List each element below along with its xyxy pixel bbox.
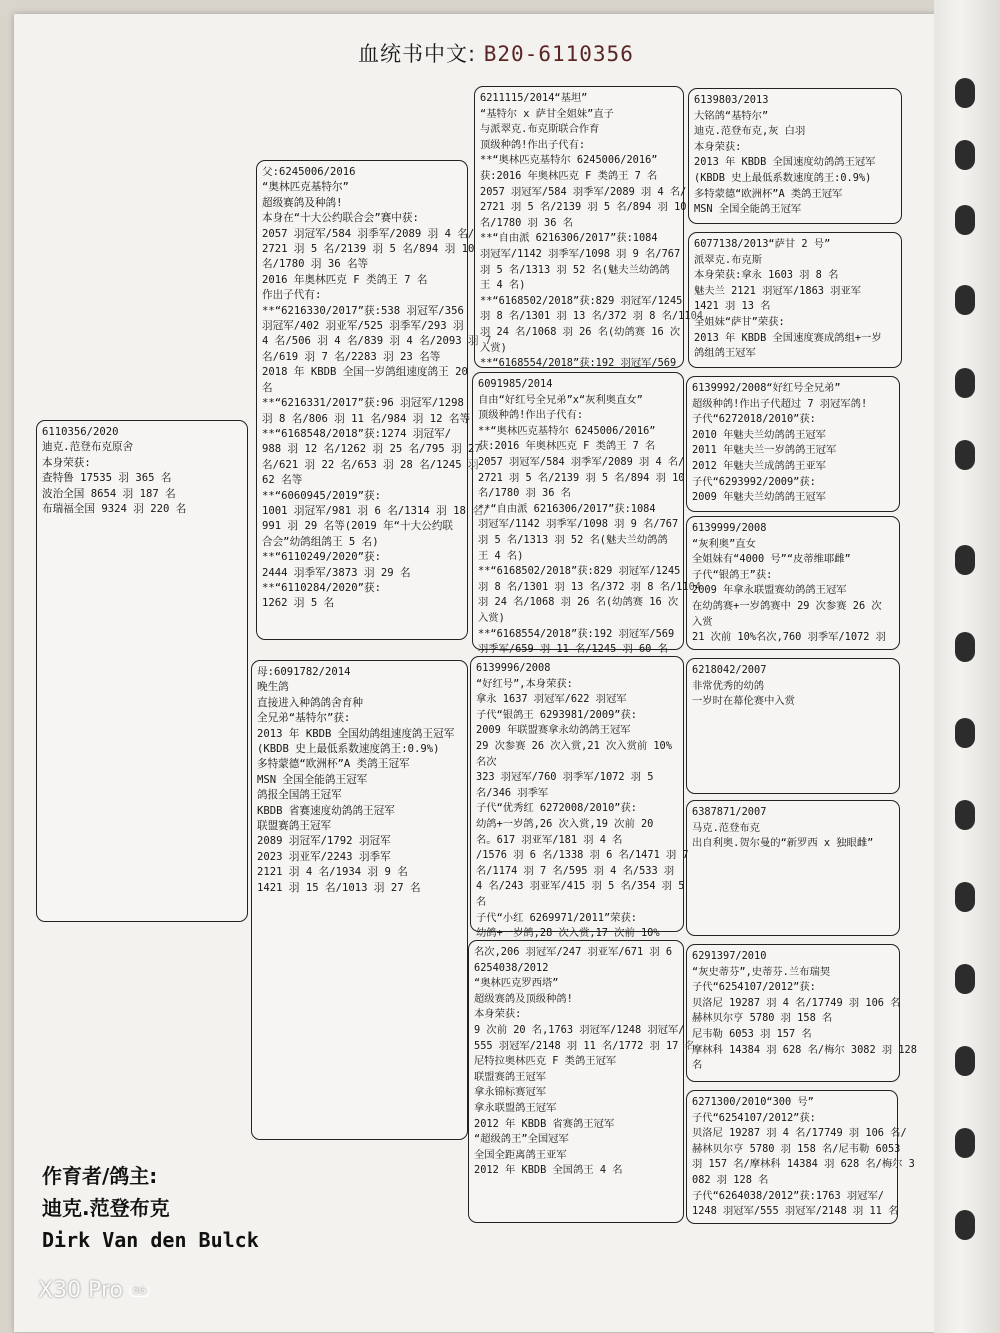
- pedigree-line: 子代“6264038/2012”获:1763 羽冠军/: [692, 1189, 884, 1202]
- pedigree-line: “灰史蒂芬”,史蒂芬.兰布瑞契: [692, 965, 831, 978]
- pedigree-line: 子代“银鸽王”获:: [692, 568, 773, 581]
- pedigree-line: **“6168548/2018”获:1274 羽冠军/: [262, 427, 452, 440]
- pedigree-line: 子代“优秀红 6272008/2010”获:: [476, 802, 637, 815]
- pedigree-line: 鸽报全国鸽王冠军: [257, 789, 342, 802]
- pedigree-line: 本身荣获:: [474, 1008, 522, 1021]
- pedigree-line: 2444 羽季军/3873 羽 29 名: [262, 566, 411, 579]
- pedigree-line: 羽 8 名/806 羽 11 名/984 羽 12 名等: [262, 412, 471, 425]
- pedigree-line: 魅夫兰 2121 羽冠军/1863 羽亚军: [694, 284, 862, 297]
- pedigree-line: 羽冠军/1142 羽季军/1098 羽 9 名/767: [478, 518, 679, 531]
- pedigree-line: 2721 羽 5 名/2139 羽 5 名/894 羽 10: [478, 471, 685, 484]
- pedigree-line: 名次,206 羽冠军/247 羽亚军/671 羽 6: [474, 946, 673, 958]
- pedigree-line: 1421 羽 15 名/1013 羽 27 名: [257, 881, 421, 894]
- pedigree-line: **“6110284/2020”获:: [262, 581, 382, 594]
- pedigree-line: 6387871/2007: [692, 806, 767, 818]
- pedigree-line: 名: [476, 895, 487, 908]
- pedigree-line: 6211115/2014“基坦”: [480, 92, 588, 104]
- pedigree-line: 名/619 羽 7 名/2283 羽 23 名等: [262, 350, 441, 363]
- pedigree-line: 羽冠军/402 羽亚军/525 羽季军/293 羽: [262, 320, 464, 333]
- pedigree-line: 羽 5 名/1313 羽 52 名(魅夫兰幼鸽鸽: [480, 263, 670, 276]
- pedigree-line: 获:2016 年奥林匹克 F 类鸽王 7 名: [480, 169, 658, 182]
- pedigree-line: 6110356/2020: [42, 426, 119, 438]
- pedigree-line: 6139999/2008: [692, 522, 767, 534]
- pedigree-line: 2013 年 KBDB 全国速度赛成鸽组+一岁: [694, 331, 882, 344]
- pedigree-line: 2010 年魅夫兰幼鸽鸽王冠军: [692, 428, 826, 441]
- pedigree-line: 拿永联盟鸽王冠军: [474, 1101, 557, 1114]
- pedigree-line: 名/346 羽季军: [476, 786, 549, 799]
- great-grandsire-mf-box: [686, 658, 900, 794]
- punch-hole: [955, 1210, 975, 1240]
- pedigree-line: 2089 羽冠军/1792 羽冠军: [257, 835, 391, 848]
- pedigree-line: 入赏): [478, 611, 505, 624]
- camera-watermark: [38, 1278, 150, 1303]
- pedigree-line: 迪克.范登布克,灰 白羽: [694, 125, 806, 138]
- pedigree-line: 6077138/2013“萨甘 2 号”: [694, 238, 831, 250]
- pedigree-line: 布瑞福全国 9324 羽 220 名: [42, 503, 187, 516]
- pedigree-line: 2009 年拿永联盟赛幼鸽鸽王冠军: [692, 584, 847, 597]
- pedigree-line: 超级赛鸽及顶级种鸽!: [474, 992, 573, 1005]
- pedigree-line: 摩林科 14384 羽 628 名/梅尔 3082 羽 128: [692, 1043, 917, 1056]
- pedigree-line: 1421 羽 13 名: [694, 300, 771, 313]
- pedigree-line: **“6216331/2017”获:96 羽冠军/1298: [262, 397, 464, 410]
- pedigree-line: 超级种鸽!作出子代超过 7 羽冠军鸽!: [692, 397, 868, 410]
- pedigree-line: 988 羽 12 名/1262 羽 25 名/795 羽 27: [262, 443, 481, 456]
- punch-hole: [955, 440, 975, 470]
- punch-hole: [955, 882, 975, 912]
- punch-hole: [955, 1046, 975, 1076]
- pedigree-line: 名: [692, 1059, 703, 1072]
- pedigree-line: 子代“6254107/2012”获:: [692, 1111, 816, 1124]
- breeder-label: 作育者/鸽主:: [42, 1164, 158, 1188]
- camera-model: X30 Pro: [38, 1278, 123, 1303]
- punch-hole: [955, 632, 975, 662]
- pedigree-line: 1001 羽冠军/981 羽 6 名/1314 羽 18 名/: [262, 504, 490, 517]
- great-granddam-ff-box: [688, 232, 902, 368]
- pedigree-line: “奥林匹克基特尔”: [262, 181, 349, 194]
- pedigree-line: 贝洛尼 19287 羽 4 名/17749 羽 106 名: [692, 996, 901, 1009]
- pedigree-line: 1248 羽冠军/555 羽冠军/2148 羽 11 名: [692, 1205, 899, 1218]
- pedigree-line: **“6216330/2017”获:538 羽冠军/356: [262, 304, 464, 317]
- maternal-grandfather-box: [470, 656, 689, 940]
- pedigree-line: 名/621 羽 22 名/653 羽 28 名/1245 羽: [262, 458, 479, 471]
- pedigree-line: MSN 全国全能鸽王冠军: [694, 203, 802, 216]
- pedigree-line: 作出子代有:: [262, 289, 322, 302]
- pedigree-line: 2009 年联盟赛拿永幼鸽鸽王冠军: [476, 724, 631, 737]
- pedigree-line: **“6110249/2020”获:: [262, 551, 382, 564]
- pedigree-line: 名。617 羽亚军/181 羽 4 名: [476, 833, 623, 846]
- pedigree-line: 赫林贝尔亨 5780 羽 158 名/尼韦勒 6053: [692, 1142, 901, 1155]
- pedigree-line: 尼韦勒 6053 羽 157 名: [692, 1027, 812, 1040]
- pedigree-line: 波治全国 8654 羽 187 名: [42, 487, 176, 500]
- pedigree-line: 拿永锦标赛冠军: [474, 1086, 547, 1099]
- pedigree-line: 名/1780 羽 36 名: [480, 216, 573, 229]
- pedigree-line: 顶级种鸽!作出子代有:: [480, 138, 586, 151]
- pedigree-line: 尼特拉奥林匹克 F 类鸽王冠军: [474, 1055, 617, 1068]
- punch-hole: [955, 78, 975, 108]
- pedigree-line: 2011 年魅夫兰一岁鸽鸽王冠军: [692, 444, 837, 457]
- pedigree-line: **“自由派 6216306/2017”获:1084: [478, 502, 656, 515]
- pedigree-line: 羽季军/659 羽 11 名/1245 羽 60 名: [478, 643, 668, 656]
- pedigree-line: 入赏: [692, 615, 713, 628]
- pedigree-line: 羽 8 名/1301 羽 13 名/372 羽 8 名/1104: [480, 310, 703, 323]
- pedigree-line: 查特鲁 17535 羽 365 名: [42, 472, 172, 485]
- pedigree-line: 1262 羽 5 名: [262, 597, 335, 610]
- maternal-grandmother-box: [468, 940, 695, 1223]
- punch-hole: [955, 1128, 975, 1158]
- pedigree-line: 6254038/2012: [474, 961, 549, 974]
- pedigree-line: 羽 157 名/摩林科 14384 羽 628 名/梅尔 3: [692, 1158, 915, 1171]
- pedigree-line: 2009 年魅夫兰幼鸽鸽王冠军: [692, 491, 826, 504]
- pedigree-line: 子代“6254107/2012”获:: [692, 981, 816, 994]
- pedigree-line: 子代“6272018/2010”获:: [692, 413, 816, 426]
- pedigree-line: 派翠克.布克斯: [694, 253, 762, 266]
- pedigree-line: 出自利奥.贺尔曼的“新罗西 x 独眼雌”: [692, 837, 874, 850]
- punch-hole: [955, 140, 975, 170]
- pedigree-line: 马克.范登布克: [692, 821, 760, 834]
- pedigree-line: 2721 羽 5 名/2139 羽 5 名/894 羽 10: [262, 243, 475, 256]
- pedigree-line: 6139803/2013: [694, 94, 769, 106]
- pedigree-line: 羽 24 名/1068 羽 26 名(幼鸽赛 16 次: [478, 596, 679, 609]
- pedigree-line: 323 羽冠军/760 羽季军/1072 羽 5: [476, 771, 654, 784]
- pedigree-line: 2721 羽 5 名/2139 羽 5 名/894 羽 10: [480, 201, 687, 214]
- pedigree-line: 王 4 名): [480, 279, 526, 292]
- punch-hole: [955, 800, 975, 830]
- breeder-info: [42, 1160, 259, 1256]
- pedigree-line: 6139992/2008“好红号全兄弟”: [692, 382, 841, 394]
- pedigree-line: 2057 羽冠军/584 羽季军/2089 羽 4 名/: [262, 227, 475, 240]
- great-grandsire-mm-box: [686, 944, 917, 1082]
- pedigree-line: 自由“好红号全兄弟”x“灰利奥直女”: [478, 393, 643, 406]
- pedigree-line: 在幼鸽赛+一岁鸽赛中 29 次参赛 26 次: [692, 599, 882, 612]
- punch-hole: [955, 545, 975, 575]
- pedigree-line: 全国全距离鸽王亚军: [474, 1148, 567, 1161]
- breeder-name-cn: 迪克.范登布克: [42, 1196, 170, 1220]
- pedigree-line: 获:2016 年奥林匹克 F 类鸽王 7 名: [478, 440, 656, 453]
- pedigree-line: /1576 羽 6 名/1338 羽 6 名/1471 羽 7: [476, 849, 689, 862]
- pedigree-line: **“6168502/2018”获:829 羽冠军/1245: [478, 565, 681, 578]
- ring-number: B20-6110356: [483, 42, 634, 66]
- great-grandsire-fm-box: [686, 376, 900, 512]
- pedigree-line: 29 次参赛 26 次入赏,21 次入赏前 10%: [476, 739, 672, 752]
- pedigree-line: 6091985/2014: [478, 378, 553, 390]
- pedigree-line: 21 次前 10%名次,760 羽季军/1072 羽: [692, 631, 886, 644]
- pedigree-line: 2057 羽冠军/584 羽季军/2089 羽 4 名/: [480, 185, 687, 198]
- pedigree-line: 2023 羽亚军/2243 羽季军: [257, 850, 391, 863]
- subject-pigeon-box: [36, 420, 248, 922]
- pedigree-line: 顶级种鸽!作出子代有:: [478, 409, 584, 422]
- pedigree-line: 名次: [476, 755, 497, 768]
- pedigree-line: 全姐妹“萨甘”荣获:: [694, 315, 785, 328]
- breeder-name-en: Dirk Van den Bulck: [42, 1228, 259, 1252]
- pedigree-line: 超级赛鸽及种鸽!: [262, 196, 343, 209]
- pedigree-line: 555 羽冠军/2148 羽 11 名/1772 羽 17 名: [474, 1039, 695, 1052]
- pedigree-line: 羽 24 名/1068 羽 26 名(幼鸽赛 16 次: [480, 325, 681, 338]
- pedigree-line: 2012 年 KBDB 全国鸽王 4 名: [474, 1164, 623, 1177]
- pedigree-line: 62 名等: [262, 474, 303, 487]
- pedigree-line: 一岁时在幕伦赛中入赏: [692, 695, 795, 708]
- pedigree-line: 9 次前 20 名,1763 羽冠军/1248 羽冠军/: [474, 1023, 685, 1036]
- pedigree-line: 本身荣获:拿永 1603 羽 8 名: [694, 269, 839, 282]
- pedigree-line: 迪克.范登布克原舍: [42, 441, 134, 454]
- pedigree-line: 4 名/243 羽亚军/415 羽 5 名/354 羽 5: [476, 880, 685, 893]
- great-granddam-fm-box: [686, 516, 900, 650]
- pedigree-line: 名/1780 羽 36 名: [478, 487, 571, 500]
- pedigree-line: 名/1780 羽 36 名等: [262, 258, 369, 271]
- pedigree-line: 非常优秀的幼鸽: [692, 679, 765, 692]
- pedigree-line: 2013 年 KBDB 全国速度幼鸽鸽王冠军: [694, 156, 876, 169]
- punch-hole: [955, 285, 975, 315]
- pedigree-line: 全姐妹有“4000 号”“皮蒂维耶雌”: [692, 553, 851, 566]
- pedigree-line: (KBDB 史上最低系数速度鸽王:0.9%): [257, 743, 440, 756]
- pedigree-line: 6139996/2008: [476, 662, 551, 674]
- pedigree-line: **“奥林匹克基特尔 6245006/2016”: [478, 424, 656, 437]
- punch-hole: [955, 205, 975, 235]
- great-granddam-mm-box: [686, 1090, 915, 1224]
- pedigree-line: 991 羽 29 名等(2019 年“十大公约联: [262, 520, 454, 533]
- pedigree-line: 王 4 名): [478, 549, 524, 562]
- pedigree-line: 幼鸽+一岁鸽,28 次入赏,17 次前 10%: [476, 927, 660, 940]
- pedigree-line: **“6168502/2018”获:829 羽冠军/1245: [480, 294, 683, 307]
- pedigree-line: 大铭鸽“基特尔”: [694, 109, 769, 122]
- pedigree-line: 全兄弟“基特尔”获:: [257, 712, 351, 725]
- pedigree-line: 与派翠克.布克斯联合作育: [480, 123, 600, 136]
- pedigree-line: “奥林匹克罗西塔”: [474, 977, 559, 990]
- pedigree-line: 子代“6293992/2009”获:: [692, 475, 816, 488]
- pedigree-line: 本身在“十大公约联合会”赛中获:: [262, 212, 419, 225]
- pedigree-line: 多特蒙德“欧洲杯”A 类鸽王冠军: [257, 758, 410, 771]
- punch-hole: [955, 718, 975, 748]
- pedigree-line: 子代“小红 6269971/2011”荣获:: [476, 911, 637, 924]
- pedigree-line: 本身荣获:: [42, 456, 91, 469]
- pedigree-line: 羽 5 名/1313 羽 52 名(魅夫兰幼鸽鸽: [478, 533, 668, 546]
- pedigree-line: 2013 年 KBDB 全国幼鸽组速度鸽王冠军: [257, 727, 455, 740]
- pedigree-line: 幼鸽+一岁鸽,26 次入赏,19 次前 20: [476, 817, 654, 830]
- punch-hole: [955, 368, 975, 398]
- pedigree-line: 多特蒙德“欧洲杯”A 类鸽王冠军: [694, 187, 843, 200]
- punch-hole: [955, 964, 975, 994]
- pedigree-line: 子代“银鸽王 6293981/2009”获:: [476, 708, 637, 721]
- pedigree-line: 直接进入种鸽鸽舍育种: [257, 696, 363, 709]
- pedigree-line: 名/1174 羽 7 名/595 羽 4 名/533 羽: [476, 864, 675, 877]
- title-label: 血统书中文:: [358, 42, 477, 66]
- pedigree-line: **“6168554/2018”获:192 羽冠军/569: [478, 627, 675, 640]
- pedigree-line: MSN 全国全能鸽王冠军: [257, 773, 368, 786]
- pedigree-line: 名: [262, 381, 273, 394]
- pedigree-line: 2016 年奥林匹克 F 类鸽王 7 名: [262, 273, 428, 286]
- pedigree-line: 合会”幼鸽组鸽王 5 名): [262, 535, 379, 548]
- pedigree-line: 2121 羽 4 名/1934 羽 9 名: [257, 866, 408, 879]
- mother-box: [251, 660, 468, 1140]
- pedigree-line: **“自由派 6216306/2017”获:1084: [480, 232, 658, 245]
- pedigree-line: 联盟赛鸽王冠军: [474, 1070, 547, 1083]
- document-title: [358, 38, 718, 68]
- pedigree-line: “灰利奥”直女: [692, 537, 756, 550]
- pedigree-line: 6218042/2007: [692, 664, 767, 676]
- pedigree-line: “基特尔 x 萨甘全姐妹”直子: [480, 107, 614, 120]
- pedigree-line: 2012 年 KBDB 省赛鸽王冠军: [474, 1117, 615, 1130]
- pedigree-line: 联盟赛鸽王冠军: [257, 820, 332, 833]
- pedigree-line: 082 羽 128 名: [692, 1173, 769, 1186]
- pedigree-line: 羽冠军/1142 羽季军/1098 羽 9 名/767: [480, 247, 681, 260]
- pedigree-line: 赫林贝尔亨 5780 羽 158 名: [692, 1012, 833, 1025]
- pedigree-line: 拿永 1637 羽冠军/622 羽冠军: [476, 693, 627, 706]
- pedigree-line: “好红号”,本身荣获:: [476, 677, 573, 690]
- pedigree-line: 2057 羽冠军/584 羽季军/2089 羽 4 名/: [478, 455, 685, 468]
- pedigree-line: **“奥林匹克基特尔 6245006/2016”: [480, 154, 658, 167]
- pedigree-line: 贝洛尼 19287 羽 4 名/17749 羽 106 名/: [692, 1127, 907, 1140]
- pedigree-line: 4 名/506 羽 4 名/839 羽 4 名/2093 羽 7: [262, 335, 492, 348]
- pedigree-line: **“6060945/2019”获:: [262, 489, 382, 502]
- pedigree-line: 6291397/2010: [692, 950, 767, 962]
- paternal-grandfather-box: [474, 86, 703, 370]
- pedigree-line: 晚生鸽: [257, 681, 289, 694]
- pedigree-line: 父:6245006/2016: [262, 166, 356, 178]
- great-grandsire-ff-box: [688, 88, 902, 224]
- great-granddam-mf-box: [686, 800, 900, 936]
- pedigree-line: 鸽组鸽王冠军: [694, 347, 756, 360]
- pedigree-line: 羽 8 名/1301 羽 13 名/372 羽 8 名/1104: [478, 580, 701, 593]
- pedigree-line: 本身荣获:: [694, 140, 742, 153]
- pedigree-line: 6271300/2010“300 号”: [692, 1096, 814, 1108]
- network-badge: 5G: [129, 1285, 150, 1297]
- pedigree-line: **“6168554/2018”获:192 羽冠军/569: [480, 357, 677, 370]
- pedigree-line: 2018 年 KBDB 全国一岁鸽组速度鸽王 20: [262, 366, 468, 379]
- pedigree-line: 母:6091782/2014: [257, 666, 351, 678]
- pedigree-line: KBDB 省赛速度幼鸽鸽王冠军: [257, 804, 395, 817]
- pedigree-line: (KBDB 史上最低系数速度鸽王:0.9%): [694, 171, 872, 184]
- paternal-grandmother-box: [472, 372, 701, 656]
- pedigree-line: 2012 年魅夫兰成鸽鸽王亚军: [692, 459, 826, 472]
- pedigree-line: 入赏): [480, 341, 507, 354]
- pedigree-line: “超级鸽王”全国冠军: [474, 1133, 569, 1146]
